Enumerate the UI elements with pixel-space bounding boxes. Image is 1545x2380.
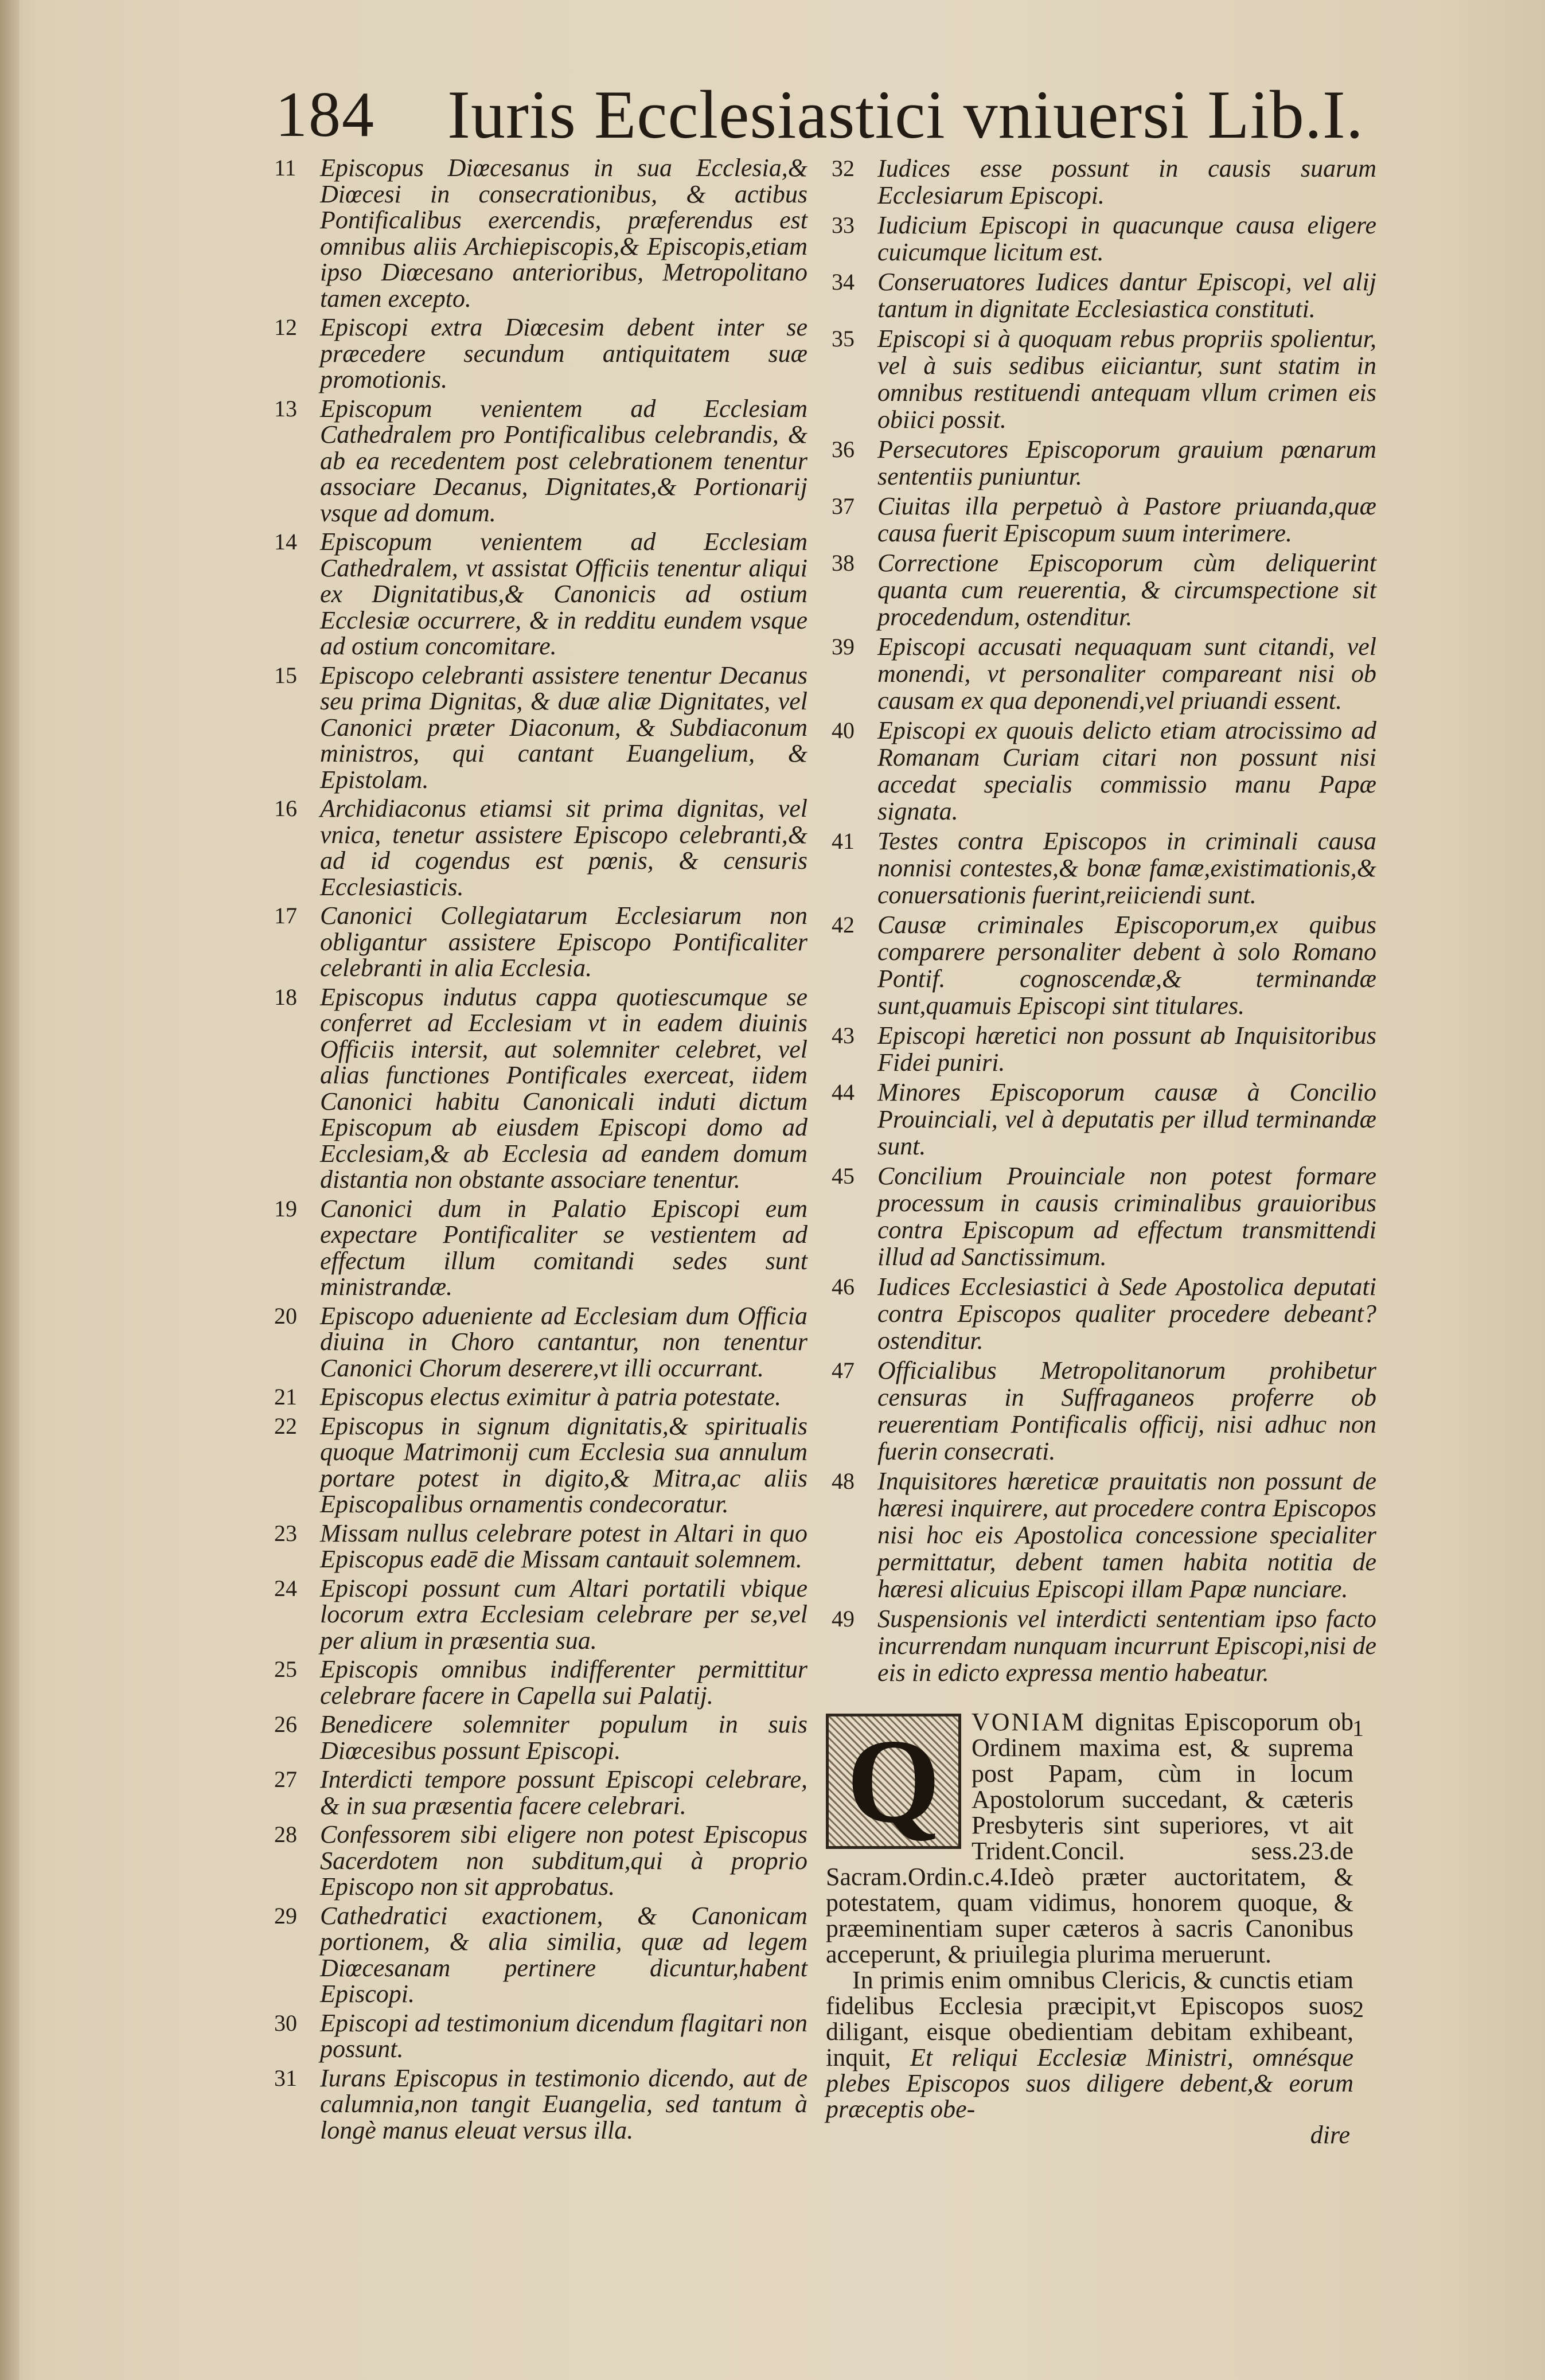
summary-item bbox=[832, 717, 1376, 825]
summary-item bbox=[274, 1656, 807, 1708]
summary-item-text: Episcopi accusati nequaquam sunt citandi, vel monendi, vt personaliter compareant nisi ob causam ex qua deponendi,vel priuandi essent. bbox=[877, 633, 1376, 715]
summary-item bbox=[832, 436, 1376, 490]
summary-item-text: Episcopo adueniente ad Ecclesiam dum Officia diuina in Choro cantantur, non tenentur Canonici Chorum deserere,vt illi occurrant. bbox=[320, 1301, 807, 1382]
summary-item-text: Inquisitores hæreticæ prauitatis non possunt de hæresi inquirere, aut procedere contra Episcopos nisi hoc eis Apostolica concessione specialiter permittatur, debent tamen habita notitia de hæresi alicuius Episcopi illam Papæ nunciare. bbox=[877, 1467, 1376, 1603]
summary-item-text: Persecutores Episcoporum grauium pœnarum sententiis puniuntur. bbox=[877, 435, 1376, 490]
summary-item bbox=[274, 1520, 807, 1573]
summary-item bbox=[832, 493, 1376, 547]
summary-item-text: Concilium Prouinciale non potest formare processum in causis criminalibus grauioribus contra Episcopum ad effectum transmittendi illud ad Sanctissimum. bbox=[877, 1162, 1376, 1271]
summary-item-number: 14 bbox=[274, 529, 297, 555]
summary-item-number: 22 bbox=[274, 1413, 297, 1439]
summary-item bbox=[832, 325, 1376, 433]
summary-item-text: Episcopus indutus cappa quotiescumque se conferret ad Ecclesiam vt in eadem diuinis Officiis intersit, aut solemniter celebret, vel alias functiones Pontificales exerceat, iidem Canonici habitu Canonicali induti dictum Episcopum ab eiusdem Episcopi domo ad Ecclesiam,& ab Ecclesia ad eandem domum distantia non obstante associare tenentur. bbox=[320, 982, 807, 1193]
summary-item bbox=[832, 1357, 1376, 1465]
summary-item-number: 25 bbox=[274, 1656, 297, 1682]
summary-item bbox=[274, 1196, 807, 1300]
summary-item bbox=[274, 984, 807, 1193]
summary-item bbox=[274, 396, 807, 526]
summary-item-number: 26 bbox=[274, 1711, 297, 1737]
summary-item-number: 11 bbox=[274, 155, 296, 181]
summary-item-number: 44 bbox=[832, 1079, 855, 1105]
summary-item-text: Canonici dum in Palatio Episcopi eum expectare Pontificaliter se vestientem ad effectum illum comitandi sedes sunt ministrandæ. bbox=[320, 1194, 807, 1301]
summary-item-text: Conseruatores Iudices dantur Episcopi, vel alij tantum in dignitate Ecclesiastica constituti. bbox=[877, 268, 1376, 323]
summary-item-number: 42 bbox=[832, 912, 855, 938]
summary-item bbox=[274, 1821, 807, 1900]
summary-item-text: Cathedratici exactionem, & Canonicam portionem, & alia similia, quæ ad legem Diœcesanam pertinere dicuntur,habent Episcopi. bbox=[320, 1901, 807, 2008]
summary-item-number: 43 bbox=[832, 1023, 855, 1048]
summary-item bbox=[274, 1384, 807, 1410]
summary-item bbox=[274, 903, 807, 981]
summary-item-text: Episcopus in signum dignitatis,& spiritualis quoque Matrimonij cum Ecclesia sua annulum portare potest in digito,& Mitra,ac aliis Episcopalibus ornamentis condecoratur. bbox=[320, 1411, 807, 1518]
summary-item bbox=[832, 633, 1376, 714]
summary-item-number: 30 bbox=[274, 2010, 297, 2036]
summary-item bbox=[274, 2010, 807, 2062]
catchword: dire bbox=[1310, 2121, 1350, 2149]
summary-item bbox=[274, 1766, 807, 1819]
summary-item-text: Confessorem sibi eligere non potest Episcopus Sacerdotem non subditum,qui à proprio Episcopo non sit approbatus. bbox=[320, 1820, 807, 1901]
summary-item-number: 47 bbox=[832, 1357, 855, 1383]
summary-item-text: Episcopi si à quoquam rebus propriis spolientur, vel à suis sedibus eiiciantur, sunt statim in omnibus restituendi antequam vllum crimen eis obiici possit. bbox=[877, 325, 1376, 434]
summary-item bbox=[832, 911, 1376, 1019]
summary-item bbox=[274, 2065, 807, 2144]
summary-column-left bbox=[274, 155, 807, 2146]
running-title: Iuris Ecclesiastici vniuersi Lib.I. bbox=[447, 76, 1364, 153]
summary-item-number: 12 bbox=[274, 314, 297, 340]
summary-item bbox=[274, 1303, 807, 1382]
summary-item-text: Iurans Episcopus in testimonio dicendo, aut de calumnia,non tangit Euangelia, sed tantum à longè manus eleuat versus illa. bbox=[320, 2063, 807, 2144]
summary-item-text: Missam nullus celebrare potest in Altari in quo Episcopus eadē die Missam cantauit solemnem. bbox=[320, 1519, 807, 1573]
summary-item-text: Episcopum venientem ad Ecclesiam Cathedralem, vt assistat Officiis tenentur aliqui ex Dignitatibus,& Canonicis ad ostium Ecclesiæ occurrere, & in redditu eundem vsque ad ostium concomitare. bbox=[320, 528, 807, 660]
summary-item-text: Correctione Episcoporum cùm deliquerint quanta cum reuerentia, & circumspectione sit procedendum, ostenditur. bbox=[877, 549, 1376, 631]
summary-item-text: Ciuitas illa perpetuò à Pastore priuanda,quæ causa fuerit Episcopum suum interimere. bbox=[877, 492, 1376, 547]
summary-item-text: Iudices esse possunt in causis suarum Ecclesiarum Episcopi. bbox=[877, 154, 1376, 209]
summary-item-text: Interdicti tempore possunt Episcopi celebrare, & in sua præsentia facere celebrari. bbox=[320, 1765, 807, 1820]
summary-item-number: 20 bbox=[274, 1302, 297, 1329]
summary-item-number: 17 bbox=[274, 903, 297, 928]
summary-item-number: 45 bbox=[832, 1163, 855, 1189]
summary-item bbox=[832, 212, 1376, 266]
summary-item-text: Episcopi hæretici non possunt ab Inquisitoribus Fidei puniri. bbox=[877, 1021, 1376, 1076]
summary-item-text: Episcopi ex quouis delicto etiam atrocissimo ad Romanam Curiam citari non possunt nisi accedat specialis commissio manu Papæ signata. bbox=[877, 716, 1376, 825]
page-number: 184 bbox=[275, 79, 375, 150]
summary-item bbox=[274, 1413, 807, 1517]
summary-item bbox=[274, 1711, 807, 1763]
summary-item-text: Episcopi ad testimonium dicendum flagitari non possunt. bbox=[320, 2008, 807, 2063]
summary-item-number: 29 bbox=[274, 1902, 297, 1929]
summary-item-number: 24 bbox=[274, 1575, 297, 1601]
summary-item-text: Iudices Ecclesiastici à Sede Apostolica deputati contra Episcopos qualiter procedere debeant? ostenditur. bbox=[877, 1273, 1376, 1355]
summary-item-number: 27 bbox=[274, 1766, 297, 1792]
summary-item-text: Minores Episcoporum causæ à Concilio Prouinciali, vel à deputatis per illud terminandæ sunt. bbox=[877, 1078, 1376, 1160]
summary-item-number: 48 bbox=[832, 1468, 855, 1494]
summary-item-number: 37 bbox=[832, 493, 855, 519]
summary-item-text: Benedicere solemniter populum in suis Diœcesibus possunt Episcopi. bbox=[320, 1710, 807, 1765]
summary-item-number: 33 bbox=[832, 212, 855, 238]
summary-item-number: 31 bbox=[274, 2065, 297, 2091]
summary-item-number: 34 bbox=[832, 269, 855, 295]
summary-item-number: 13 bbox=[274, 395, 297, 422]
summary-item-text: Episcopum venientem ad Ecclesiam Cathedralem pro Pontificalibus celebrandis, & ab ea recedentem post celebrationem tenentur associare Decanus, Dignitates,& Portionarij vsque ad domum. bbox=[320, 394, 807, 527]
summary-item-text: Officialibus Metropolitanorum prohibetur censuras in Suffraganeos proferre ob reuerentiam Pontificalis officij, nisi adhuc non fuerin consecrati. bbox=[877, 1356, 1376, 1465]
running-header bbox=[275, 69, 1364, 161]
summary-item-text: Episcopus electus eximitur à patria potestate. bbox=[320, 1383, 782, 1411]
summary-item-number: 21 bbox=[274, 1384, 297, 1410]
paragraph-1: dignitas Episcoporum ob Ordinem maxima est, & suprema post Papam, cùm in locum Apostolorum succedant, & cæteris Presbyteris sint superiores, vt ait Trident.Concil. sess.23.de Sacram.Ordin.c.4.Ideò præter auctoritatem, & potestatem, quam vidimus, honorem quoque, & præeminentiam super cæteros à sacris Canonibus acceperunt, & priuilegia plurima meruerunt. bbox=[826, 1708, 1353, 1968]
summary-item bbox=[832, 1162, 1376, 1270]
summary-item bbox=[274, 1903, 807, 2007]
summary-item-number: 46 bbox=[832, 1274, 855, 1300]
paragraph-2: In primis enim omnibus Clericis, & cunctis etiam fidelibus Ecclesia præcipit,vt Episcopos suos diligant, eisque obedientiam debitam exhibeant, inquit, bbox=[826, 1966, 1353, 2071]
summary-item-text: Episcopi extra Diœcesim debent inter se præcedere secundum antiquitatem suæ promotionis. bbox=[320, 313, 807, 393]
summary-item-number: 36 bbox=[832, 436, 855, 462]
summary-item bbox=[832, 1468, 1376, 1602]
decorated-initial-letter: Q bbox=[846, 1715, 941, 1848]
summary-item-text: Iudicium Episcopi in quacunque causa eligere cuicumque licitum est. bbox=[877, 211, 1376, 266]
summary-item-text: Testes contra Episcopos in criminali causa nonnisi contestes,& bonæ famæ,existimationis,& conuersationis fuerint,reiiciendi sunt. bbox=[877, 827, 1376, 909]
summary-item-number: 32 bbox=[832, 155, 855, 181]
summary-item-text: Canonici Collegiatarum Ecclesiarum non obligantur assistere Episcopo Pontificaliter celebranti in alia Ecclesia. bbox=[320, 902, 807, 982]
summary-item-text: Episcopi possunt cum Altari portatili vbique locorum extra Ecclesiam celebrare per se,vel per alium in præsentia sua. bbox=[320, 1574, 807, 1655]
summary-item-text: Episcopis omnibus indifferenter permittitur celebrare facere in Capella sui Palatij. bbox=[320, 1655, 807, 1710]
page-binding-shadow bbox=[0, 0, 19, 2380]
summary-column-right bbox=[832, 155, 1376, 1689]
commentary-text bbox=[826, 1709, 1353, 2148]
summary-item bbox=[274, 795, 807, 900]
summary-item-text: Archidiaconus etiamsi sit prima dignitas, vel vnica, tenetur assistere Episcopo celebranti,& ad id cogendus est pœnis, & censuris Ecclesiasticis. bbox=[320, 794, 807, 901]
marginal-number: 1 bbox=[1352, 1715, 1364, 1741]
summary-item bbox=[832, 1273, 1376, 1354]
summary-item-number: 16 bbox=[274, 795, 297, 821]
summary-item bbox=[832, 1605, 1376, 1686]
summary-item-number: 15 bbox=[274, 662, 297, 688]
summary-item-number: 40 bbox=[832, 717, 855, 743]
summary-item-text: Episcopo celebranti assistere tenentur Decanus seu prima Dignitas, & duæ aliæ Dignitates, vel Canonici præter Diaconum, & Subdiaconum ministros, qui cantant Euangelium, & Epistolam. bbox=[320, 661, 807, 794]
decorated-initial bbox=[826, 1714, 961, 1849]
summary-item-number: 41 bbox=[832, 828, 855, 854]
summary-item bbox=[832, 155, 1376, 209]
summary-item bbox=[274, 529, 807, 660]
paragraph-lead-word: VONIAM bbox=[972, 1708, 1086, 1736]
summary-item bbox=[832, 1022, 1376, 1076]
summary-item-text: Suspensionis vel interdicti sententiam ipso facto incurrendam nunquam incurrunt Episcopi,nisi de eis in edicto expressa mentio habeatur. bbox=[877, 1605, 1376, 1687]
summary-item-number: 19 bbox=[274, 1195, 297, 1222]
summary-item-number: 18 bbox=[274, 984, 297, 1010]
summary-item bbox=[274, 314, 807, 393]
summary-item bbox=[274, 155, 807, 311]
summary-item bbox=[832, 828, 1376, 908]
summary-item-number: 28 bbox=[274, 1821, 297, 1847]
paragraph-2-quote: Et reliqui Ecclesiæ Ministri, omnésque plebes Episcopos suos diligere debent,& eorum præceptis obe- bbox=[826, 2043, 1354, 2123]
summary-item-number: 39 bbox=[832, 634, 855, 660]
summary-item bbox=[832, 1079, 1376, 1160]
summary-item bbox=[274, 662, 807, 793]
summary-item-text: Episcopus Diœcesanus in sua Ecclesia,& Diœcesi in consecrationibus, & actibus Pontificalibus exercendis, præferendus est omnibus aliis Archiepiscopis,& Episcopis,etiam ipso Diœcesano anterioribus, Metropolitano tamen excepto. bbox=[320, 154, 807, 313]
summary-item bbox=[274, 1575, 807, 1654]
summary-item-text: Causæ criminales Episcoporum,ex quibus comparere personaliter debent à solo Romano Pontif. cognoscendæ,& terminandæ sunt,quamuis Episcopi sint titulares. bbox=[877, 911, 1376, 1020]
summary-item bbox=[832, 549, 1376, 630]
summary-item-number: 38 bbox=[832, 550, 855, 576]
marginal-number: 2 bbox=[1352, 1996, 1364, 2022]
summary-item-number: 35 bbox=[832, 326, 855, 352]
summary-item-number: 23 bbox=[274, 1520, 297, 1546]
summary-item-number: 49 bbox=[832, 1606, 855, 1632]
summary-item bbox=[832, 268, 1376, 322]
